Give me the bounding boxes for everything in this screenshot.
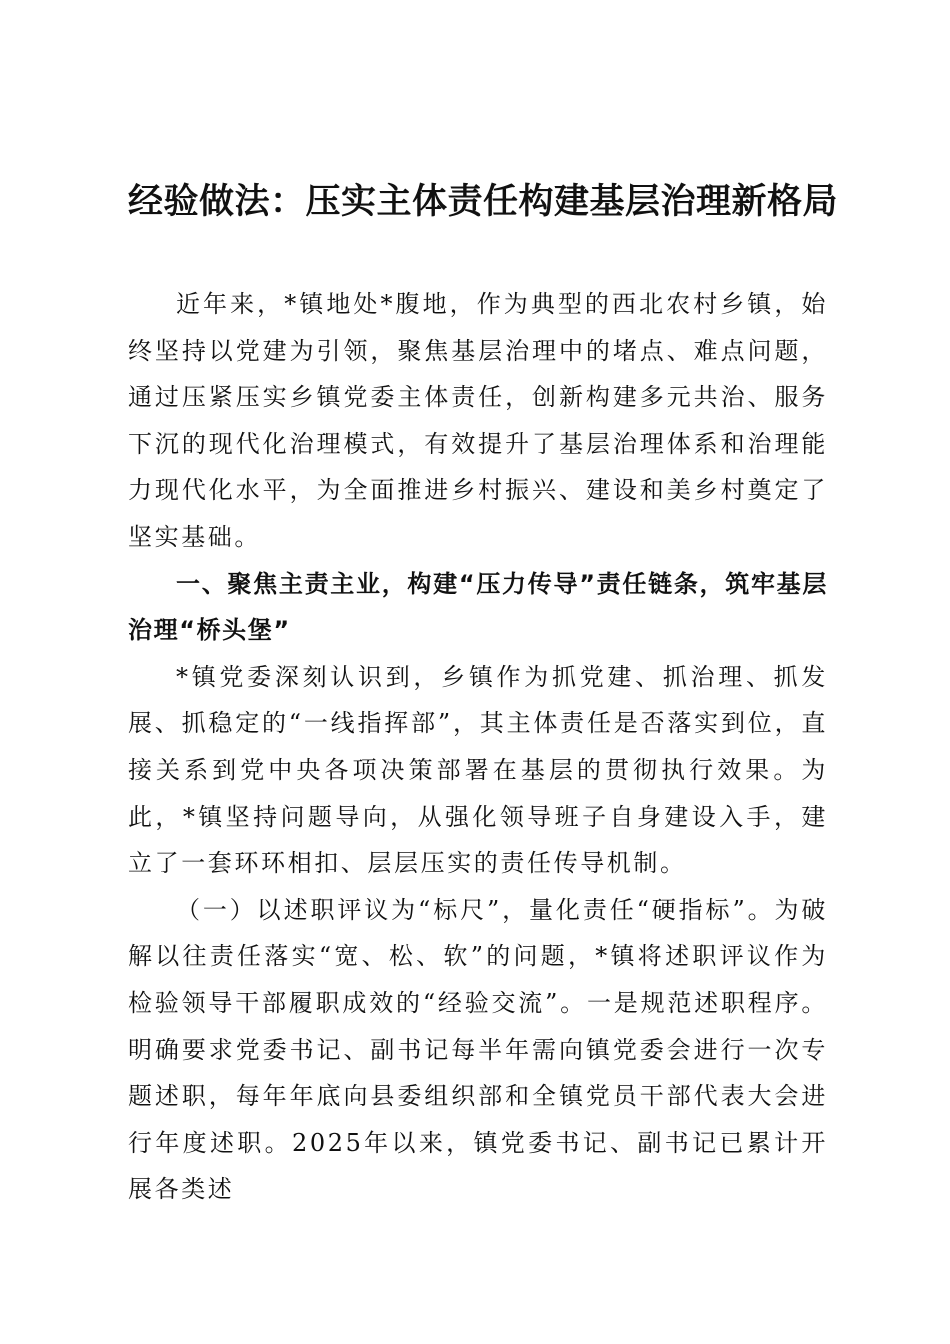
subsection-1-paragraph: （一）以述职评议为“标尺”，量化责任“硬指标”。为破解以往责任落实“宽、松、软”的问题，*镇将述职评议作为检验领导干部履职成效的“经验交流”。一是规范述职程序。明确要求党委书记、副书记每半年需向镇党委会进行一次专题述职，每年年底向县委组织部和全镇党员干部代表大会进行年度述职。2025年以来，镇党委书记、副书记已累计开展各类述	[128, 895, 828, 1204]
document-title: 经验做法：压实主体责任构建基层治理新格局	[128, 181, 839, 222]
section-heading-1: 一、聚焦主责主业，构建“压力传导”责任链条，筑牢基层治理“桥头堡”	[128, 569, 828, 645]
intro-paragraph: 近年来，*镇地处*腹地，作为典型的西北农村乡镇，始终坚持以党建为引领，聚焦基层治理中的堵点、难点问题，通过压紧压实乡镇党委主体责任，创新构建多元共治、服务下沉的现代化治理模式，有效提升了基层治理体系和治理能力现代化水平，为全面推进乡村振兴、建设和美乡村奠定了坚实基础。	[128, 290, 828, 551]
document-body	[128, 281, 828, 1213]
section-1-paragraph: *镇党委深刻认识到，乡镇作为抓党建、抓治理、抓发展、抓稳定的“一线指挥部”，其主体责任是否落实到位，直接关系到党中央各项决策部署在基层的贯彻执行效果。为此，*镇坚持问题导向，从强化领导班子自身建设入手，建立了一套环环相扣、层层压实的责任传导机制。	[128, 662, 828, 878]
